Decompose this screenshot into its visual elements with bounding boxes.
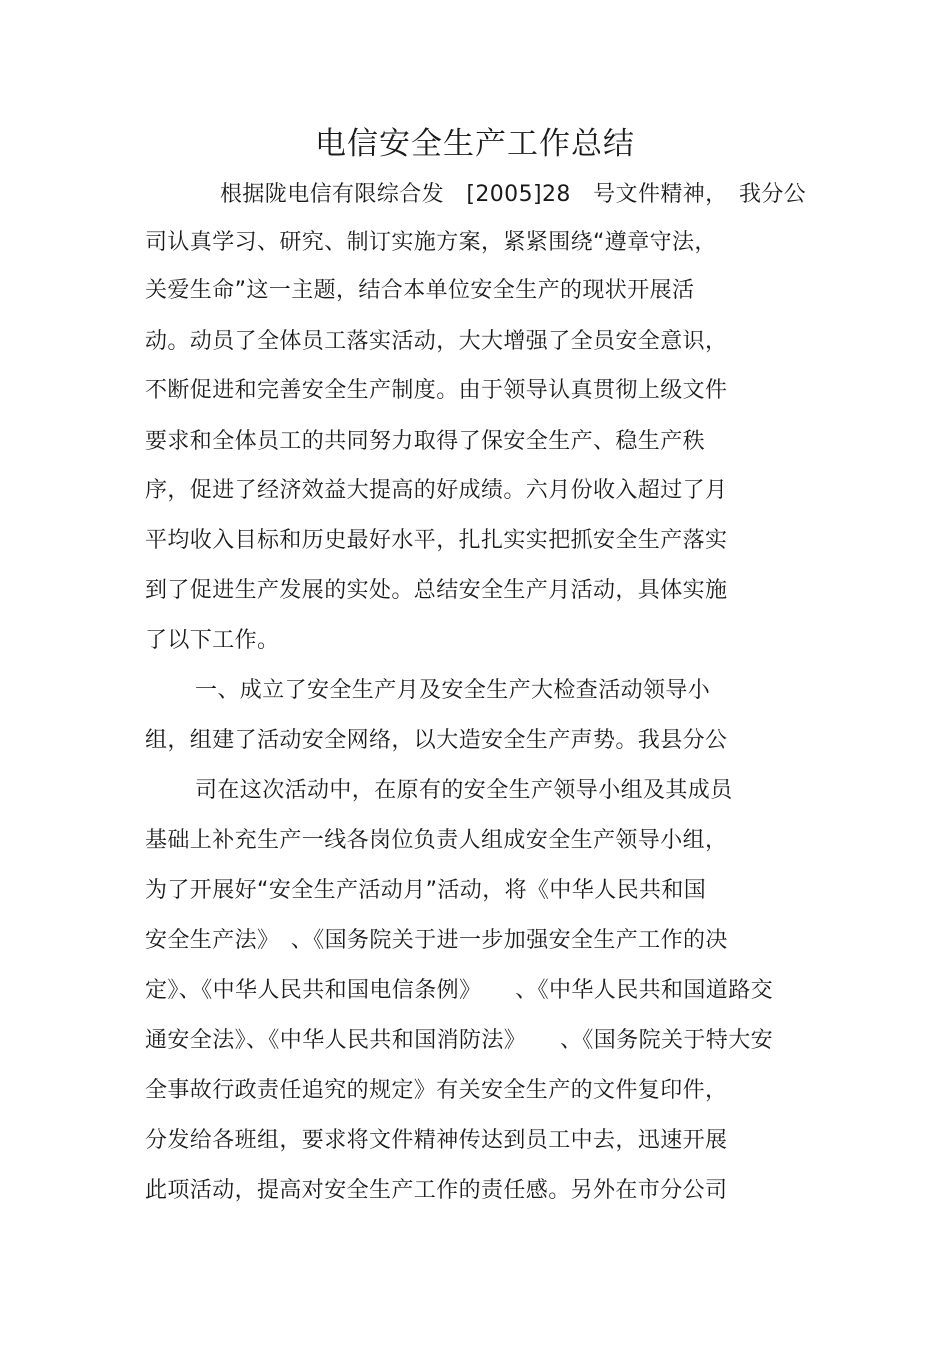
body-line: 根据陇电信有限综合发 [2005]28 号文件精神， 我分公 — [220, 182, 807, 207]
body-line: 司在这次活动中，在原有的安全生产领导小组及其成员 — [195, 778, 733, 803]
body-line: 到了促进生产发展的实处。总结安全生产月活动，具体实施 — [145, 578, 728, 603]
body-line: 安全生产法》 、《国务院关于进一步加强安全生产工作的决 — [145, 928, 728, 953]
body-line: 此项活动，提高对安全生产工作的责任感。另外在市分公司 — [145, 1178, 728, 1203]
body-line: 基础上补充生产一线各岗位负责人组成安全生产领导小组， — [145, 828, 728, 853]
body-line: 要求和全体员工的共同努力取得了保安全生产、稳生产秩 — [145, 429, 706, 454]
body-line: 组，组建了活动安全网络，以大造安全生产声势。我县分公 — [145, 728, 728, 753]
body-line: 司认真学习、研究、制订实施方案，紧紧围绕“遵章守法， — [145, 230, 717, 255]
body-line: 为了开展好“安全生产活动月”活动，将《中华人民共和国 — [145, 878, 707, 903]
body-line: 不断促进和完善安全生产制度。由于领导认真贯彻上级文件 — [145, 378, 728, 403]
body-line: 一、成立了安全生产月及安全生产大检查活动领导小 — [195, 678, 711, 703]
body-line: 平均收入目标和历史最好水平，扎扎实实把抓安全生产落实 — [145, 528, 728, 553]
body-line: 了以下工作。 — [145, 628, 280, 653]
body-line: 通安全法》、《中华人民共和国消防法》 、《国务院关于特大安 — [145, 1028, 774, 1053]
body-line: 序，促进了经济效益大提高的好成绩。六月份收入超过了月 — [145, 478, 728, 503]
body-line: 动。动员了全体员工落实活动，大大增强了全员安全意识， — [145, 329, 728, 354]
body-line: 全事故行政责任追究的规定》有关安全生产的文件复印件， — [145, 1078, 728, 1103]
document-title: 电信安全生产工作总结 — [315, 126, 635, 162]
body-line: 分发给各班组，要求将文件精神传达到员工中去，迅速开展 — [145, 1128, 728, 1153]
body-line: 关爱生命”这一主题，结合本单位安全生产的现状开展活 — [145, 278, 695, 303]
body-line: 定》、《中华人民共和国电信条例》 、《中华人民共和国道路交 — [145, 978, 774, 1003]
